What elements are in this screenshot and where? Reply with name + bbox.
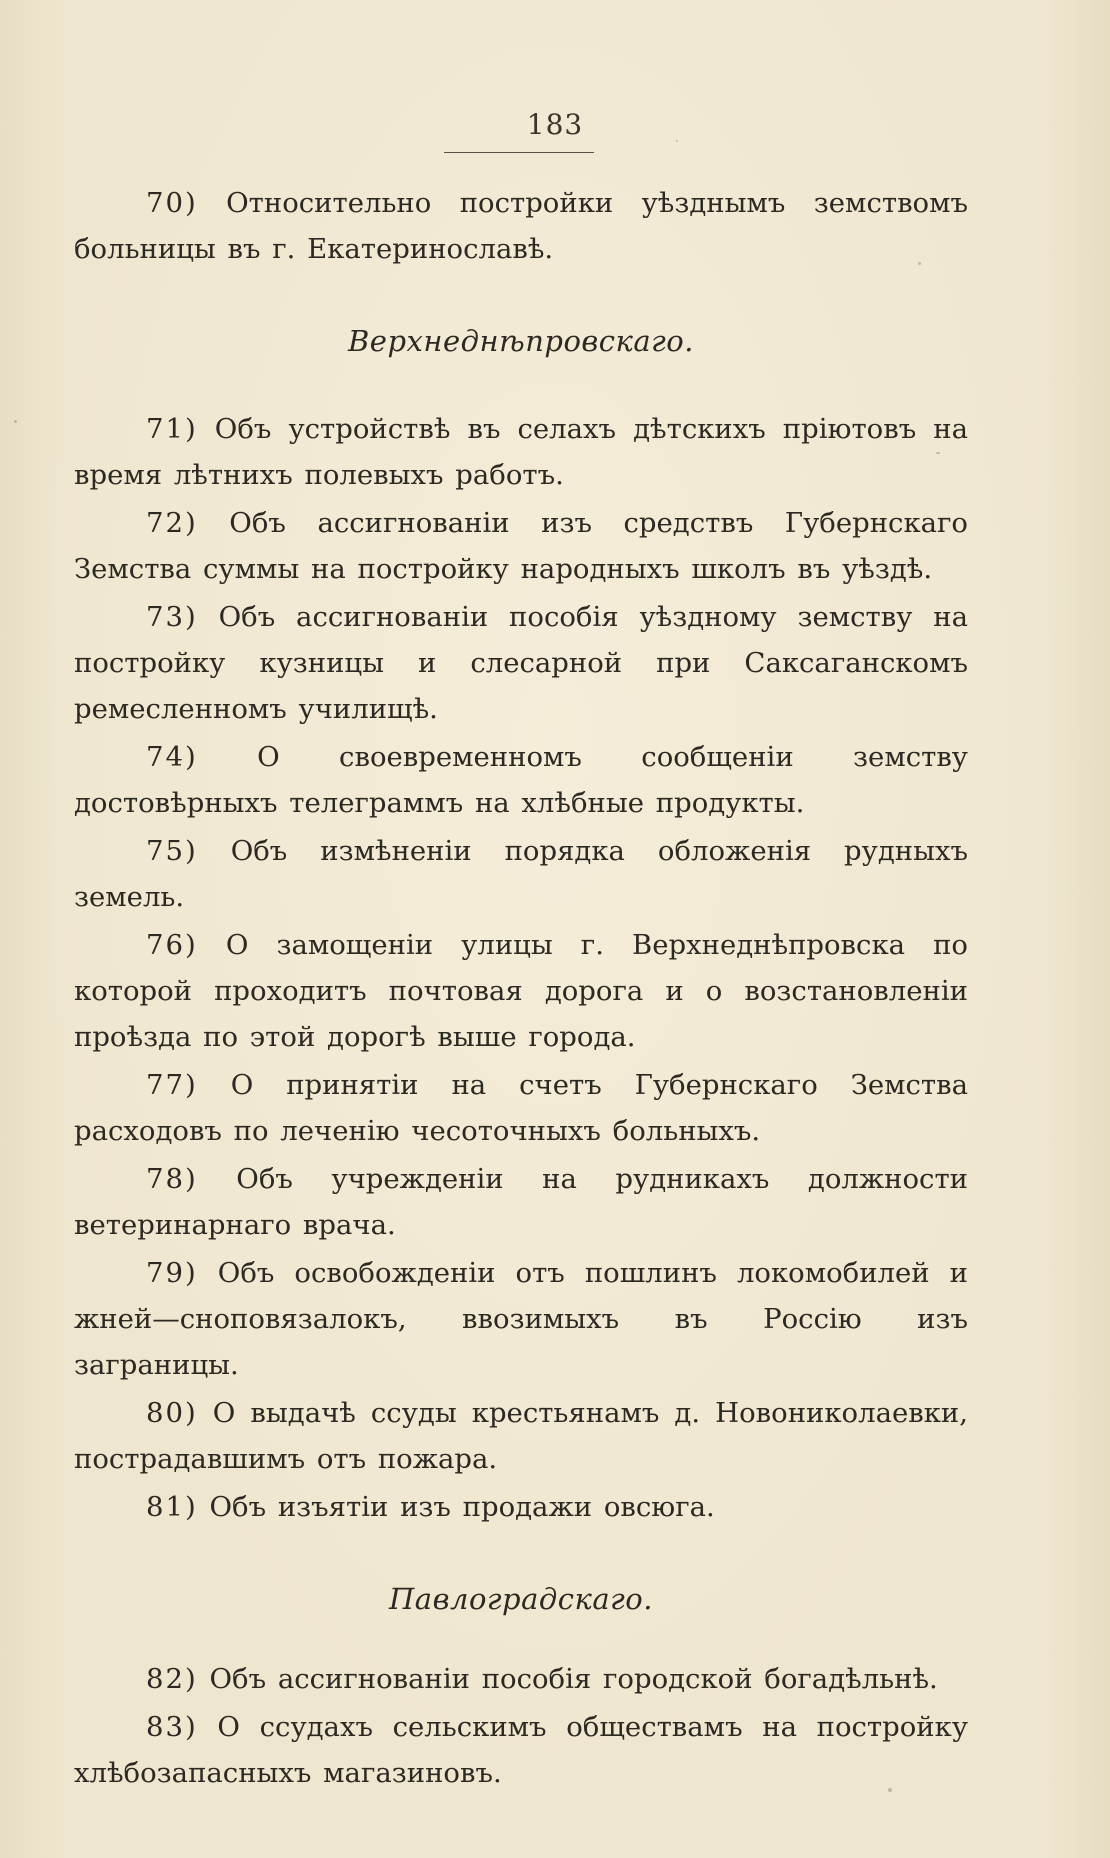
item-number: 77) xyxy=(146,1069,198,1101)
item-text: Объ учрежденіи на рудникахъ должности ветеринарнаго врача. xyxy=(74,1163,968,1241)
item-number: 75) xyxy=(146,835,198,867)
list-item xyxy=(74,500,968,592)
item-text: О принятіи на счетъ Губернскаго Земства расходовъ по леченію чесоточныхъ больныхъ. xyxy=(74,1069,968,1147)
item-text: О замощеніи улицы г. Верхнеднѣпровска по которой проходитъ почтовая дорога и о возстановленіи проѣзда по этой дорогѣ выше города. xyxy=(74,929,968,1053)
item-number: 81) xyxy=(146,1491,198,1523)
page-number-rule xyxy=(444,152,594,153)
item-text: Объ изъятіи изъ продажи овсюга. xyxy=(209,1491,715,1523)
item-text: О выдачѣ ссуды крестьянамъ д. Новониколаевки, пострадавшимъ отъ пожара. xyxy=(74,1397,968,1475)
item-number: 79) xyxy=(146,1257,198,1289)
item-text: Объ измѣненіи порядка обложенія рудныхъ земель. xyxy=(74,835,968,913)
item-text: О своевременномъ сообщеніи земству достовѣрныхъ телеграммъ на хлѣбные продукты. xyxy=(74,741,968,819)
list-item xyxy=(74,1390,968,1482)
list-item xyxy=(74,1156,968,1248)
list-item xyxy=(74,1250,968,1388)
list-item xyxy=(74,180,968,272)
list-item xyxy=(74,406,968,498)
item-text: Объ устройствѣ въ селахъ дѣтскихъ пріютовъ на время лѣтнихъ полевыхъ работъ. xyxy=(74,413,968,491)
item-text: Относительно постройки уѣзднымъ земствомъ больницы въ г. Екатеринославѣ. xyxy=(74,187,968,265)
item-number: 70) xyxy=(146,187,198,219)
list-item xyxy=(74,734,968,826)
item-text: Объ ассигнованіи пособія городской богадѣльнѣ. xyxy=(209,1663,938,1695)
page-number: 183 xyxy=(526,108,584,141)
item-number: 76) xyxy=(146,929,198,961)
list-item xyxy=(74,922,968,1060)
item-number: 74) xyxy=(146,741,198,773)
section-heading-verkhnedneprovsk: Верхнеднѣпровскаго. xyxy=(348,324,694,358)
item-number: 78) xyxy=(146,1163,198,1195)
paper-speck xyxy=(936,452,940,454)
section-heading-pavlograd: Павлоградскаго. xyxy=(389,1582,653,1616)
list-item xyxy=(74,1062,968,1154)
item-number: 71) xyxy=(146,413,198,445)
list-item xyxy=(74,1484,968,1530)
item-text: Объ ассигнованіи пособія уѣздному земству на постройку кузницы и слесарной при Саксаганскомъ ремесленномъ училищѣ. xyxy=(74,601,968,725)
item-text: Объ освобожденіи отъ пошлинъ локомобилей и жней—сноповязалокъ, ввозимыхъ въ Россію изъ заграницы. xyxy=(74,1257,968,1381)
item-number: 82) xyxy=(146,1663,198,1695)
list-item xyxy=(74,828,968,920)
page-content xyxy=(74,180,968,1798)
paper-speck xyxy=(14,420,17,423)
item-number: 72) xyxy=(146,507,198,539)
item-text: Объ ассигнованіи изъ средствъ Губернскаго Земства суммы на постройку народныхъ школъ въ уѣздѣ. xyxy=(74,507,968,585)
list-item xyxy=(74,1704,968,1796)
list-item xyxy=(74,1656,968,1702)
item-text: О ссудахъ сельскимъ обществамъ на постройку хлѣбозапасныхъ магазиновъ. xyxy=(74,1711,969,1789)
item-number: 83) xyxy=(146,1711,198,1743)
item-number: 80) xyxy=(146,1397,198,1429)
paper-speck xyxy=(888,1788,892,1792)
paper-speck xyxy=(918,262,921,265)
paper-speck xyxy=(676,140,678,142)
item-number: 73) xyxy=(146,601,198,633)
list-item xyxy=(74,594,968,732)
